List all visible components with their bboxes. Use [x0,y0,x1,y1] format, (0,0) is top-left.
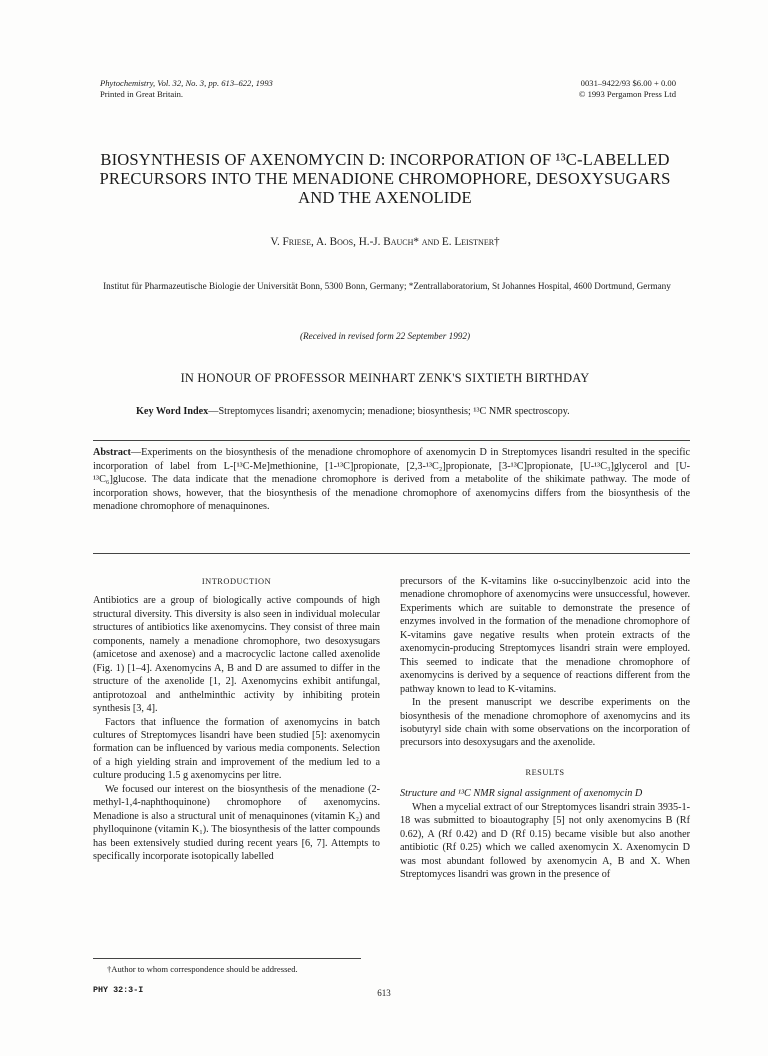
journal-line-1: Phytochemistry, Vol. 32, No. 3, pp. 613–622, 1993 [100,78,273,88]
keyword-index [136,405,606,419]
abstract-bottom-rule [93,553,690,554]
title-line-1: BIOSYNTHESIS OF AXENOMYCIN D: INCORPORATION OF ¹³C-LABELLED [100,150,670,169]
left-column [93,575,380,864]
copyright-line: © 1993 Pergamon Press Ltd [578,89,676,99]
title-line-2: PRECURSORS INTO THE MENADIONE CHROMOPHORE, DESOXYSUGARS [99,169,671,188]
results-subheading: Structure and ¹³C NMR signal assignment of axenomycin D [400,788,643,800]
intro-paragraph-4: precursors of the K-vitamins like o-succinylbenzoic acid into the menadione chromophore of axenomycins were unsuccessful, however. Experiments which are suitable to demonstrate the presence of enzymes involved in the formation of the menadione chromophore of K-vitamins gave negative results when protein extracts of the axenomycin-producing Streptomyces lisandri strain were employed. This seemed to indicate that the menadione chromophore of axenomycins is derived by a sequence of reactions different from the pathway known to lead to K-vitamins. [400,576,690,695]
dedication: IN HONOUR OF PROFESSOR MEINHART ZENK'S SIXTIETH BIRTHDAY [180,371,590,385]
issn-price: 0031–9422/93 $6.00 + 0.00 [580,78,676,88]
affiliation: Institut für Pharmazeutische Biologie der Universität Bonn, 5300 Bonn, Germany; *Zentrallaboratorium, St Johannes Hospital, 4600 Dortmund, Germany [103,281,671,291]
author-list: V. Friese, A. Boos, H.-J. Bauch* and E. Leistner† [270,236,500,248]
right-column [400,575,690,882]
page-number: 613 [377,988,391,998]
results-heading: RESULTS [525,767,565,777]
abstract-label: Abstract [93,447,131,458]
title-line-3: AND THE AXENOLIDE [298,188,472,207]
paper-title [80,150,690,207]
footnote-rule [93,958,361,959]
journal-line-2: Printed in Great Britain. [100,89,184,99]
introduction-heading: INTRODUCTION [201,577,272,586]
abstract-top-rule [93,440,690,441]
abstract [93,446,690,514]
journal-citation [100,78,360,100]
intro-paragraph-5: In the present manuscript we describe experiments on the biosynthesis of the menadione chromophore of axenomycins and its isobutyryl side chain with some observations on the incorporation of precursors into desoxysugars and the axenolide. [400,697,690,749]
intro-paragraph-1: Antibiotics are a group of biologically active compounds of high structural diversity. This diversity is also seen in individual molecular structures of antibiotics like axenomycins. They consist of three main components, namely a menadione chromophore, two desoxysugars (amicetose and axenose) and a macrocyclic lactone called axenolide (Fig. 1) [1–4]. Axenomycins A, B and D are assumed to differ in the structure of the axenolide [1, 2]. Axenomycins exhibit antifungal, antiprotozoal and anthelminthic activity by inhibiting protein synthesis [3, 4]. [93,595,380,715]
keyword-label: Key Word Index [136,406,209,417]
keyword-text: —Streptomyces lisandri; axenomycin; menadione; biosynthesis; ¹³C NMR spectroscopy. [208,406,570,417]
received-date: (Received in revised form 22 September 1992) [299,331,471,341]
abstract-text: —Experiments on the biosynthesis of the menadione chromophore of axenomycin D in Streptomyces lisandri resulted in the specific incorporation of label from L-[¹³C-Me]methionine, [1-¹³C]propionate, [2,3-¹³C₂]propionate, [3-¹³C]propionate, [U-¹³C₃]glycerol and [U-¹³C₆]glucose. The data indicate that the menadione chromophore is derived from a metabolite of the shikimate pathway. The mode of incorporation shows, however, that the biosynthesis of the menadione chromophore of axenomycins differs from the biosynthesis of the menadione chromophore of menaquinones. [93,447,690,513]
copyright-block [416,78,676,100]
intro-paragraph-3: We focused our interest on the biosynthesis of the menadione (2-methyl-1,4-naphthoquinone) chromophore of axenomycins. Menadione is also a structural unit of menaquinones (vitamin K₂) and phylloquinone (vitamin K₁). The biosynthesis of the latter compounds has been extensively studied during recent years [6, 7]. Attempts to specifically incorporate isotopically labelled [93,783,380,863]
footer-code: PHY 32:3-I [93,985,144,995]
footnote: †Author to whom correspondence should be addressed. [107,964,298,974]
intro-paragraph-2: Factors that influence the formation of axenomycins in batch cultures of Streptomyces lisandri have been studied [5]: axenomycin formation can be influenced by various media components. Selection of a high yielding strain and improvement of the medium led to a culture producing 1.5 g axenomycins per litre. [93,716,380,782]
results-paragraph-1: When a mycelial extract of our Streptomyces lisandri strain 3935-1-18 was submitted to bioautography [5] not only axenomycins B (Rf 0.62), A (Rf 0.42) and D (Rf 0.15) became visible but also another antibiotic (Rf 0.25) which we called axenomycin X. Axenomycin D was most abundant followed by axenomycin A, B and X. When Streptomyces lisandri was grown in the presence of [400,801,690,881]
